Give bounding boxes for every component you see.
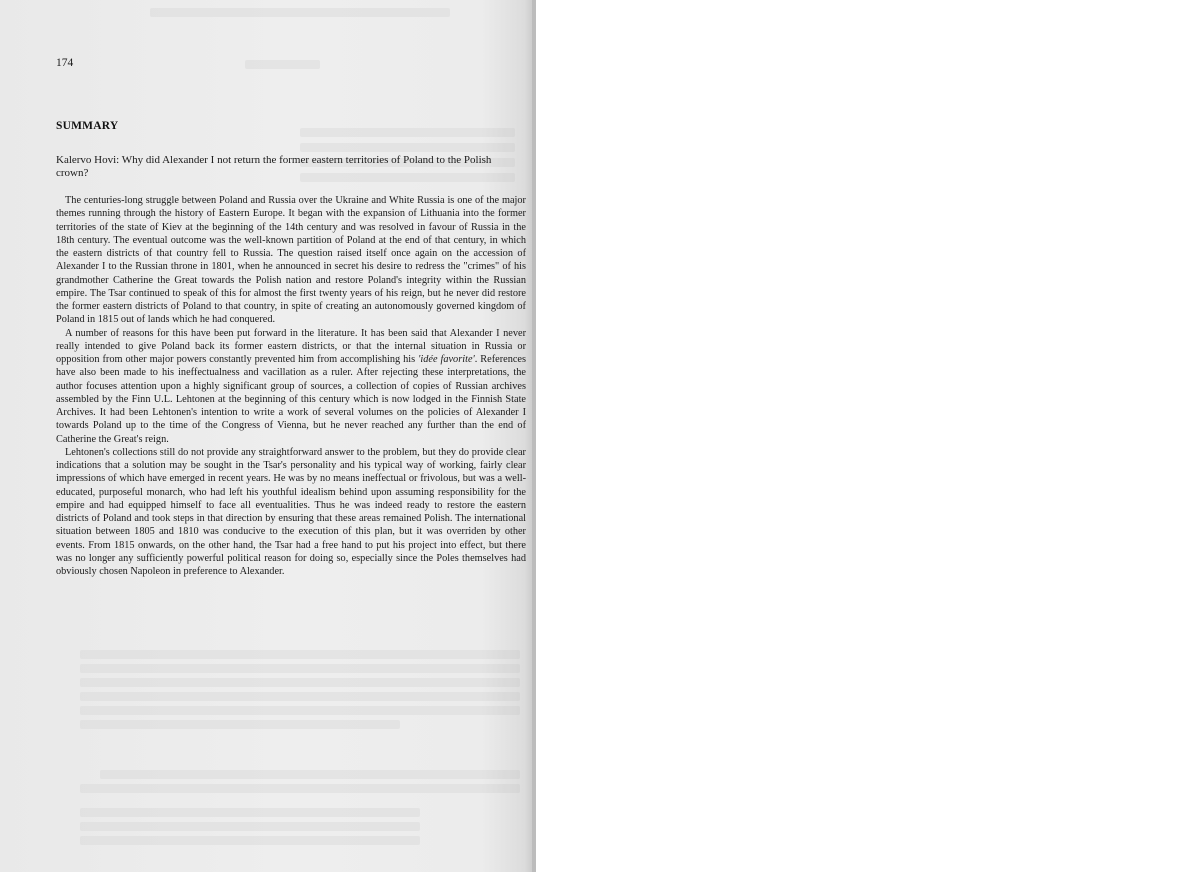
- page-number: 174: [56, 57, 74, 69]
- paragraph: [56, 327, 526, 446]
- paragraph-text: A number of reasons for this have been put forward in the literature. It has been said that Alexander I never really intended to give Poland back its former eastern districts, or that the internal situation in Russia or opposition from other major powers constantly prevented him from accomplishing his: [56, 327, 526, 365]
- page-edge: [532, 0, 536, 872]
- paragraph: The centuries-long struggle between Poland and Russia over the Ukraine and White Russia is one of the major themes running through the history of Eastern Europe. It began with the expansion of Lithuania into the former territories of the state of Kiev at the beginning of the 14th century and was resolved in favour of Russia in the 18th century. The eventual outcome was the well-known partition of Poland at the end of that century, in which the eastern districts of that country fell to Russia. The question raised itself once again on the accession of Alexander I to the Russian throne in 1801, when he announced in secret his desire to redress the "crimes" of his grandmother Catherine the Great towards the Polish nation and restore Poland's integrity within the Russian empire. The Tsar continued to speak of this for almost the first twenty years of his reign, but he never did restore the former eastern districts of Poland to that country, in spite of creating an autonomously governed kingdom of Poland in 1815 out of lands which he had conquered.: [56, 195, 526, 326]
- paragraph-text: . References have also been made to his ineffectualness and vacillation as a ruler. After rejecting these interpretations, the author focuses attention upon a highly significant group of sources, a collection of copies of Russian archives assembled by the Finn U.L. Lehtonen at the beginning of this century which is now lodged in the Finnish State Archives. It had been Lehtonen's intention to write a work of several volumes on the policies of Alexander I towards Poland up to the time of the Congress of Vienna, but he never reached any further than the end of Catherine the Great's reign.: [56, 354, 527, 445]
- summary-body: [56, 194, 526, 578]
- section-heading: SUMMARY: [56, 120, 119, 132]
- paragraph: Lehtonen's collections still do not provide any straightforward answer to the problem, but they do provide clear indications that a solution may be sought in the Tsar's personality and his typical way of working, fairly clear impressions of which have emerged in recent years. He was by no means ineffectual or frivolous, but was a well-educated, purposeful monarch, who had left his youthful idealism behind upon assuming responsibility for the empire and had equipped himself to face all eventualities. Thus he was indeed ready to restore the eastern districts of Poland and took steps in that direction by ensuring that these areas remained Polish. The international situation between 1805 and 1810 was conducive to the execution of this plan, but it was overriden by other events. From 1815 onwards, on the other hand, the Tsar had a free hand to put his project into effect, but there was no longer any sufficiently powerful political reason for doing so, especially since the Poles themselves had obviously chosen Napoleon in preference to Alexander.: [56, 446, 526, 577]
- italic-phrase: 'idée favorite': [418, 354, 475, 365]
- book-page: [0, 0, 535, 872]
- article-title: Kalervo Hovi: Why did Alexander I not return the former eastern territories of Poland to the Polish crown?: [56, 154, 492, 180]
